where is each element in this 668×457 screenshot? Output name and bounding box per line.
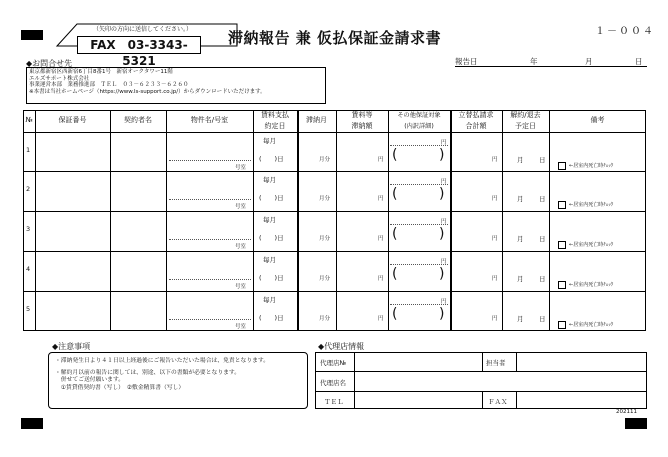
header-contractor: 契約者名 [124, 116, 152, 124]
cancel-month-label: 月 [517, 235, 524, 243]
row-number: 5 [26, 305, 31, 313]
agent-heading: ◆代理店情報 [318, 342, 365, 351]
rent-yen-label: 円 [378, 236, 384, 242]
note-line-2: ・解約月以前の報告に関しては、別途、以下の書類が必要となります。 [55, 369, 241, 376]
due-day-label: ( )日 [259, 234, 284, 242]
fax-instruction-note: （矢印の方向に送信してください。） [93, 26, 193, 33]
row-number: 1 [26, 146, 31, 154]
death-checkbox[interactable] [558, 281, 566, 289]
header-rent-due-line1: 賃料支払 [261, 111, 289, 119]
month-part-label: 月分 [319, 196, 331, 202]
advance-yen-label: 円 [492, 236, 498, 242]
paren-close: ) [439, 226, 445, 242]
other-yen-label: 円 [441, 140, 447, 146]
agency-name-label: 代理店名 [320, 379, 346, 387]
agency-no-label: 代理店№ [320, 359, 347, 367]
cancel-day-label: 日 [539, 275, 546, 283]
contact-download-note: ※本書は当社ホームページ（https://www.ls-support.co.jp/）からダウンロードいただけます。 [29, 88, 266, 95]
form-code: １－００４ [595, 26, 655, 37]
row-number: 4 [26, 265, 31, 273]
tel-label: ＴＥＬ [324, 398, 344, 406]
death-checkbox-label: ←居室内死亡時ﾁｪｯｸ [569, 282, 614, 288]
due-day-label: ( )日 [259, 155, 284, 163]
cancel-day-label: 日 [539, 315, 546, 323]
page-title: 滞納報告 兼 仮払保証金請求書 [228, 29, 441, 47]
paren-open: ( [392, 266, 398, 282]
report-date-label: 報告日 [455, 57, 478, 66]
fax-number: FAX 03-3343-5321 [77, 36, 201, 54]
paren-open: ( [392, 147, 398, 163]
room-label: 号室 [235, 284, 247, 290]
header-other-line2: (内訳詳細) [404, 123, 434, 130]
other-yen-label: 円 [441, 259, 447, 265]
paren-close: ) [439, 147, 445, 163]
monthly-label: 毎月 [263, 296, 276, 304]
cancel-day-label: 日 [539, 156, 546, 164]
paren-open: ( [392, 226, 398, 242]
header-property: 物件名/号室 [190, 116, 229, 124]
paren-open: ( [392, 306, 398, 322]
note-line-4: ①賃貸借契約書（写し） ②敷金精算書（写し） [55, 384, 185, 391]
day-label: 日 [635, 57, 643, 66]
header-cancel-line2: 予定日 [515, 122, 536, 130]
advance-yen-label: 円 [492, 157, 498, 163]
death-checkbox-label: ←居室内死亡時ﾁｪｯｸ [569, 322, 614, 328]
year-label: 年 [530, 57, 538, 66]
header-no: № [25, 116, 33, 124]
month-part-label: 月分 [319, 316, 331, 322]
death-checkbox[interactable] [558, 321, 566, 329]
advance-yen-label: 円 [492, 276, 498, 282]
row-number: 3 [26, 225, 31, 233]
due-day-label: ( )日 [259, 274, 284, 282]
room-label: 号室 [235, 244, 247, 250]
cancel-month-label: 月 [517, 195, 524, 203]
contact-heading: ◆お問合せ先 [26, 59, 73, 68]
header-other-line1: その他保証対象 [397, 112, 441, 119]
header-rent-etc-line1: 賃料等 [351, 111, 373, 119]
cancel-day-label: 日 [539, 235, 546, 243]
header-cancel-line1: 解約/退去 [510, 111, 541, 119]
other-yen-label: 円 [441, 299, 447, 305]
month-part-label: 月分 [319, 276, 331, 282]
cancel-month-label: 月 [517, 275, 524, 283]
monthly-label: 毎月 [263, 216, 276, 224]
rent-yen-label: 円 [378, 276, 384, 282]
paren-close: ) [439, 306, 445, 322]
header-advance-line2: 合計額 [465, 122, 487, 130]
note-line-3: 併せてご送付願います。 [55, 377, 125, 383]
monthly-label: 毎月 [263, 137, 276, 145]
room-label: 号室 [235, 204, 247, 210]
form-version: 202111 [616, 409, 637, 415]
death-checkbox-label: ←居室内死亡時ﾁｪｯｸ [569, 202, 614, 208]
room-label: 号室 [235, 324, 247, 330]
contact-department: 事業運営本部 業務推進部 ＴＥＬ ０３－６２３３－６２６０ [29, 82, 189, 88]
monthly-label: 毎月 [263, 176, 276, 184]
registration-mark-bottom-left [21, 418, 43, 429]
header-remarks: 備考 [590, 116, 605, 124]
rent-yen-label: 円 [378, 157, 384, 163]
month-label: 月 [585, 57, 593, 66]
agent-info-box [315, 352, 647, 409]
paren-open: ( [392, 186, 398, 202]
monthly-label: 毎月 [263, 256, 276, 264]
person-label: 担当者 [486, 359, 506, 367]
registration-mark-bottom-right [625, 418, 647, 429]
contact-box [26, 67, 326, 104]
contact-company: エルズサポート株式会社 [29, 75, 90, 82]
month-part-label: 月分 [319, 236, 331, 242]
delinquency-table [23, 110, 646, 331]
advance-yen-label: 円 [492, 196, 498, 202]
header-advance-line1: 立替払請求 [458, 111, 494, 119]
note-line-1: ・滞納発生日より４１日以上経過後にご報告いただいた場合は、免責となります。 [55, 358, 270, 364]
registration-mark-top-left [21, 30, 43, 40]
paren-close: ) [439, 266, 445, 282]
death-checkbox-label: ←居室内死亡時ﾁｪｯｸ [569, 242, 614, 248]
notes-heading: ◆注意事項 [52, 342, 91, 351]
notes-box [48, 352, 308, 409]
header-guarantee-no: 保証番号 [58, 116, 87, 124]
cancel-day-label: 日 [539, 195, 546, 203]
advance-yen-label: 円 [492, 316, 498, 322]
other-yen-label: 円 [441, 179, 447, 185]
fax-label: ＦＡＸ [488, 398, 508, 406]
death-checkbox[interactable] [558, 162, 566, 170]
death-checkbox-label: ←居室内死亡時ﾁｪｯｸ [569, 163, 614, 169]
month-part-label: 月分 [319, 157, 331, 163]
other-yen-label: 円 [441, 219, 447, 225]
room-label: 号室 [235, 165, 247, 171]
contact-address: 東京都新宿区西新宿6丁目8番1号 新宿オークタワー11階 [29, 69, 173, 75]
paren-close: ) [439, 186, 445, 202]
header-delinquent-month: 滞納月 [306, 116, 327, 124]
rent-yen-label: 円 [378, 196, 384, 202]
death-checkbox[interactable] [558, 241, 566, 249]
due-day-label: ( )日 [259, 194, 284, 202]
cancel-month-label: 月 [517, 156, 524, 164]
cancel-month-label: 月 [517, 315, 524, 323]
header-rent-etc-line2: 滞納額 [351, 122, 373, 130]
header-rent-due-line2: 約定日 [264, 122, 286, 130]
rent-yen-label: 円 [378, 316, 384, 322]
due-day-label: ( )日 [259, 314, 284, 322]
death-checkbox[interactable] [558, 201, 566, 209]
row-number: 2 [26, 185, 31, 193]
